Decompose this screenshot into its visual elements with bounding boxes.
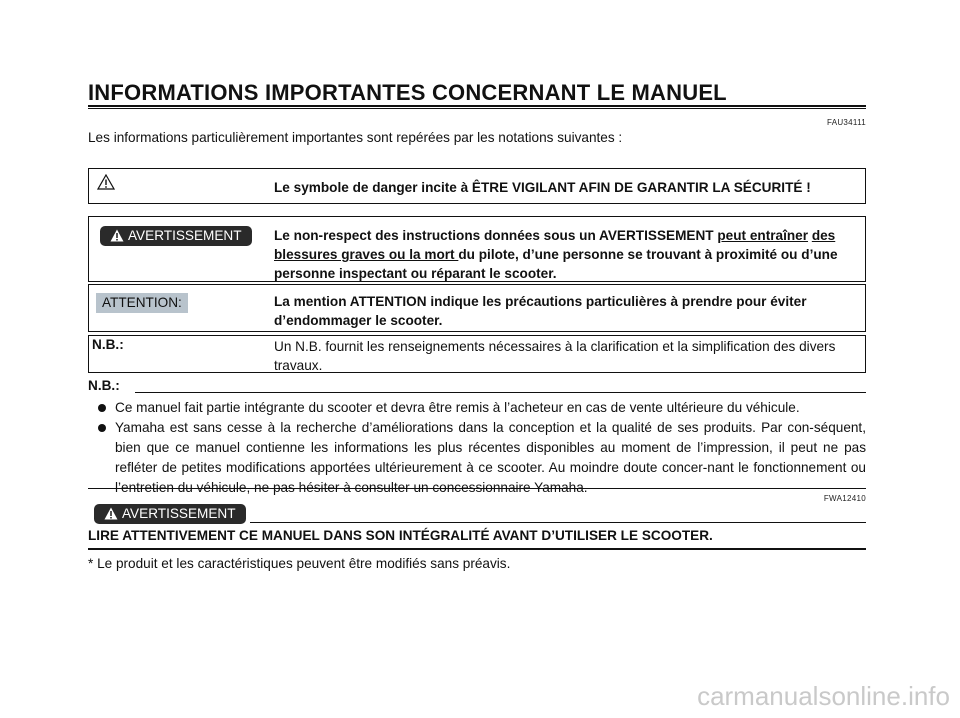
warning-block-badge [94, 504, 246, 524]
nb-label: N.B.: [92, 337, 124, 352]
warning-badge [100, 226, 252, 246]
nb-notation-box [88, 335, 866, 373]
warning-text-part2: du pilote, d’une personne se trouvant à proximité ou d’une personne inspectant ou réparant le scooter. [274, 247, 838, 281]
nb-notation-text: Un N.B. fournit les renseignements nécessaires à la clarification et la simplification des divers travaux. [274, 339, 836, 373]
nb-end-rule [88, 488, 866, 489]
warning-triangle-icon [104, 507, 118, 520]
warning-notation-text [274, 226, 861, 283]
title-rule [88, 105, 866, 107]
attention-badge: ATTENTION: [96, 293, 188, 313]
warning-text-underlined-1: peut entraîner [717, 228, 809, 243]
warning-block-text: LIRE ATTENTIVEMENT CE MANUEL DANS SON INTÉGRALITÉ AVANT D’UTILISER LE SCOOTER. [88, 528, 713, 543]
footnote: * Le produit et les caractéristiques peuvent être modifiés sans préavis. [88, 556, 511, 571]
nb-rule [135, 392, 866, 393]
nb-heading: N.B.: [88, 378, 120, 393]
danger-triangle-icon [97, 174, 115, 190]
intro-text: Les informations particulièrement importantes sont repérées par les notations suivantes : [88, 130, 623, 145]
nb-bullet-2: Yamaha est sans cesse à la recherche d’améliorations dans la conception et la qualité de ses produits. Par con-séquent, bien que ce manuel contienne les informations les plus récentes disponibles au moment de l’impression, il peut ne pas refléter de petites modifications apportées ultérieurement à ce scooter. Au moindre doute concer-nant le fonctionnement ou l’entretien du véhicule, ne pas hésiter à consulter un concessionnaire Yamaha. [115, 420, 866, 495]
attention-notation-box [88, 284, 866, 332]
page-title: INFORMATIONS IMPORTANTES CONCERNANT LE MANUEL [88, 80, 727, 105]
warning-text-part1: Le non-respect des instructions données sous un AVERTISSEMENT [274, 228, 718, 243]
section-code: FAU34111 [826, 118, 866, 127]
warning-text-underlined-2: des blessures graves ou la mort [274, 228, 836, 262]
warning-block-bottom-rule [88, 548, 866, 550]
watermark: carmanualsonline.info [697, 681, 950, 711]
warning-triangle-icon [110, 229, 124, 242]
warning-notation-box [88, 216, 866, 282]
warning-code: FWA12410 [823, 494, 866, 503]
warning-badge-label: AVERTISSEMENT [128, 228, 242, 243]
danger-notation-box [88, 168, 866, 204]
danger-notation-text: Le symbole de danger incite à ÊTRE VIGILANT AFIN DE GARANTIR LA SÉCURITÉ ! [274, 180, 811, 195]
title-rule-thin [88, 108, 866, 109]
attention-notation-text: La mention ATTENTION indique les précautions particulières à prendre pour éviter d’endommager le scooter. [274, 294, 807, 328]
warning-block-rule [250, 522, 866, 523]
warning-block-badge-label: AVERTISSEMENT [122, 506, 236, 521]
nb-bullet-1: Ce manuel fait partie intégrante du scooter et devra être remis à l’acheteur en cas de vente ultérieure du véhicule. [115, 400, 800, 415]
bullet-icon [98, 404, 106, 412]
bullet-icon [98, 424, 106, 432]
